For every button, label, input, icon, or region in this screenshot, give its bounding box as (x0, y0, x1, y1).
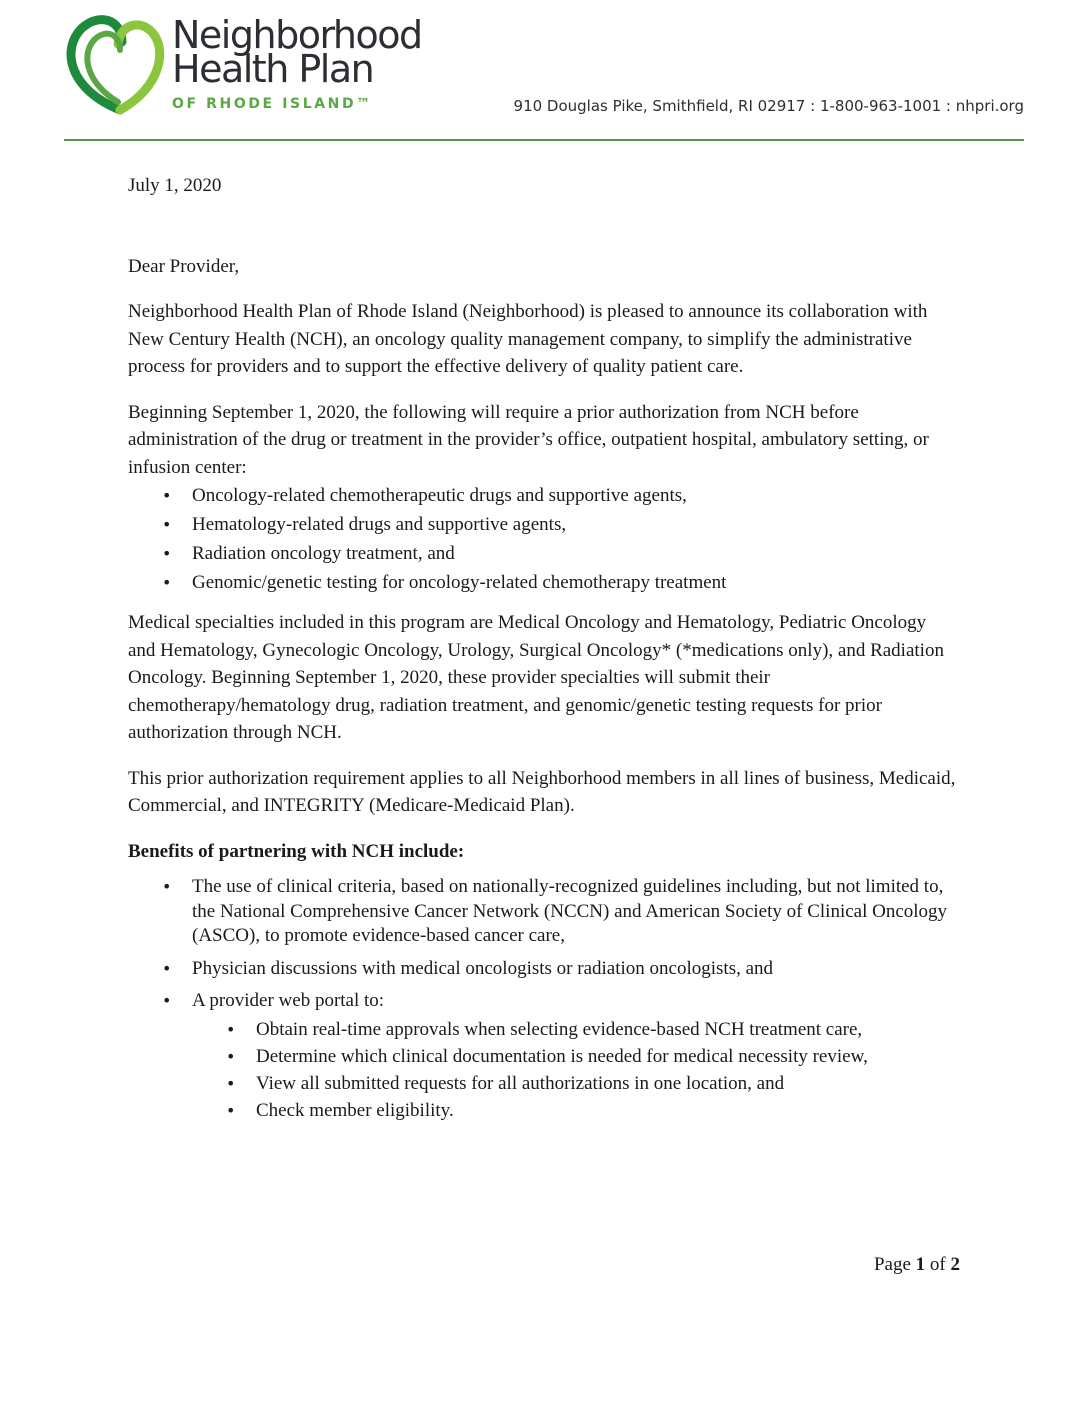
paragraph-applies: This prior authorization requirement applies to all Neighborhood members in all lines of business, Medicaid, Commercial, and INTEGRITY (Medicare-Medicaid Plan). (128, 767, 956, 816)
logo-subtitle: OF RHODE ISLAND™ (172, 96, 373, 112)
page-current: 1 (915, 1254, 926, 1275)
salutation: Dear Provider, (128, 255, 240, 277)
paragraph-intro: Neighborhood Health Plan of Rhode Island (Neighborhood) is pleased to announce its collaboration with New Century Health (NCH), an oncology quality management company, to simplify the administrative process for providers and to support the effective delivery of quality patient care. (128, 301, 928, 377)
list-item: • The use of clinical criteria, based on nationally-recognized guidelines including, but not limited to, the National Comprehensive Cancer Network (NCCN) and American Society of Clinical Oncology (ASCO), to promote evidence-based cancer care, (128, 875, 958, 949)
sub-list-item: • Obtain real-time approvals when selecting evidence-based NCH treatment care, (192, 1016, 958, 1043)
paragraph-specialties: Medical specialties included in this program are Medical Oncology and Hematology, Pediatric Oncology and Hematology, Gynecologic Oncology, Urology, Surgical Oncology* (*medications only), and Radiation Oncology. Beginning September 1, 2020, these provider specialties will submit their chemotherapy/hematology drug, radiation treatment, and genomic/genetic testing requests for prior authorization through NCH. (128, 612, 944, 743)
page-total: 2 (950, 1254, 960, 1275)
portal-label: A provider web portal to: (192, 990, 385, 1011)
page-number (874, 1254, 960, 1276)
sub-list-item: • Determine which clinical documentation is needed for medical necessity review, (192, 1043, 958, 1070)
logo-name-line2: Health Plan (172, 47, 374, 91)
paragraph-prior-auth: Beginning September 1, 2020, the following will require a prior authorization from NCH before administration of the drug or treatment in the provider’s office, outpatient hospital, ambulatory setting, or infusion center: (128, 401, 929, 478)
list-item: • Radiation oncology treatment, and (128, 539, 958, 568)
page-of: of (925, 1254, 951, 1275)
sub-list-item: • View all submitted requests for all authorizations in one location, and (192, 1070, 958, 1097)
list-item: • Hematology-related drugs and supportive agents, (128, 510, 958, 539)
benefits-list (128, 875, 958, 1124)
header-address: 910 Douglas Pike, Smithfield, RI 02917 : 1-800-963-1001 : nhpri.org (513, 97, 1024, 115)
letter-date: July 1, 2020 (128, 175, 222, 196)
sub-list-item: • Check member eligibility. (192, 1097, 958, 1124)
header-divider (64, 139, 1024, 141)
heart-logo-icon (60, 10, 170, 118)
list-item: • Oncology-related chemotherapeutic drugs and supportive agents, (128, 481, 958, 510)
benefits-heading: Benefits of partnering with NCH include: (128, 840, 465, 862)
letterhead (0, 0, 1088, 150)
list-item: • Genomic/genetic testing for oncology-related chemotherapy treatment (128, 568, 958, 597)
list-item-portal (128, 989, 958, 1124)
page-prefix: Page (873, 1254, 916, 1275)
logo-wordmark (172, 13, 422, 112)
list-item: • Physician discussions with medical oncologists or radiation oncologists, and (128, 957, 958, 982)
prior-auth-list (128, 481, 958, 597)
letter-body (128, 172, 958, 1132)
portal-sublist (192, 1016, 958, 1124)
logo-name-line1: Neighborhood (172, 13, 422, 57)
